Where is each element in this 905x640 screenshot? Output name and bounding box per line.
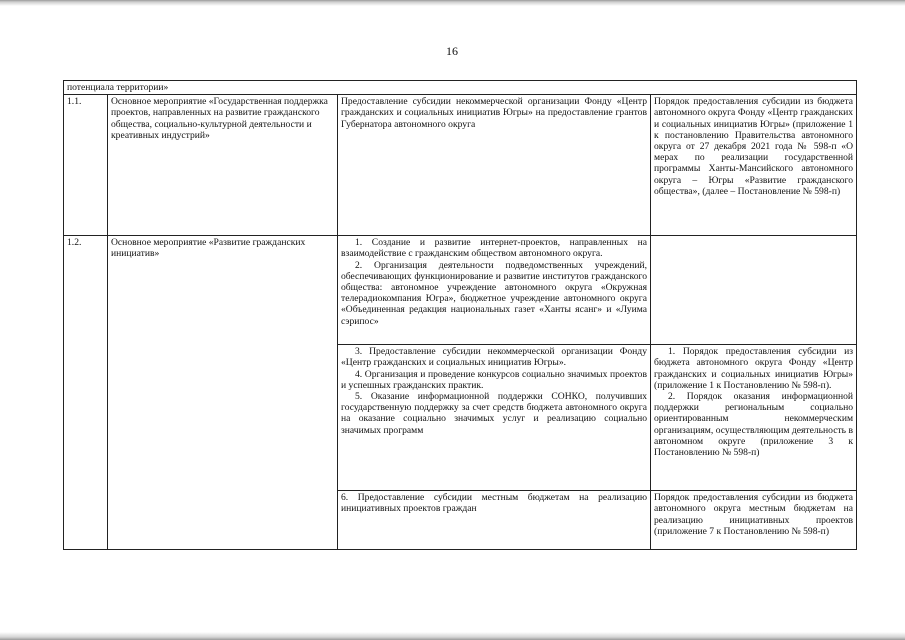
regulatory-document: Порядок предоставления субсидии из бюджета автономного округа местным бюджетам на реализацию инициативных проектов (приложение 7 к Постановлению № 598-п) <box>651 491 857 550</box>
empty-document-cell <box>651 236 857 345</box>
scan-edge-bottom <box>0 632 905 640</box>
list-item: 2. Организация деятельности подведомственных учреждений, обеспечивающих функционирование и развитие институтов гражданского общества: автономное учреждение автономного округа «Окружная телерадиокомпания Югра», бюджетное учреждение автономного округа «Объединенная редакция национальных газет «Ханты ясанг» и «Луима сэрипос» <box>341 259 647 327</box>
main-event-name: Основное мероприятие «Развитие гражданских инициатив» <box>108 236 338 550</box>
table-row <box>64 236 857 345</box>
list-item: 1. Создание и развитие интернет-проектов, направленных на взаимодействие с гражданским обществом автономного округа. <box>341 237 647 260</box>
event-description: Предоставление субсидии некоммерческой организации Фонду «Центр гражданских и социальных инициатив Югры» на предоставление грантов Губернатора автономного округа <box>338 95 651 236</box>
list-item: 6. Предоставление субсидии местным бюджетам на реализацию инициативных проектов граждан <box>341 492 647 515</box>
table-row <box>64 95 857 236</box>
table-row <box>64 81 857 95</box>
list-item: 3. Предоставление субсидии некоммерческой организации Фонду «Центр гражданских и социальных инициатив Югры». <box>341 346 647 369</box>
program-table <box>63 80 857 550</box>
page-number: 16 <box>446 44 458 58</box>
scan-edge-top <box>0 0 905 6</box>
list-item: 5. Оказание информационной поддержки СОНКО, получивших государственную поддержку за счет средств бюджета автономного округа на оказание социально значимых услуг и реализацию социально значимых программ <box>341 391 647 436</box>
event-description <box>338 345 651 491</box>
list-item: 1. Порядок предоставления субсидии из бюджета автономного округа Фонду «Центр гражданских и социальных инициатив Югры» (приложение 1 к Постановлению № 598-п). <box>654 346 854 391</box>
row-number: 1.2. <box>64 236 108 550</box>
main-event-name: Основное мероприятие «Государственная поддержка проектов, направленных на развитие гражданского общества, социально-культурной деятельности и креативных индустрий» <box>108 95 338 236</box>
event-description <box>338 491 651 550</box>
list-item: 2. Порядок оказания информационной поддержки региональным социально ориентированным некоммерческим организациям, осуществляющим деятельность в автономном округе (приложение 3 к Постановлению № 598-п) <box>654 391 854 459</box>
regulatory-document: Порядок предоставления субсидии из бюджета автономного округа Фонду «Центр гражданских и социальных инициатив Югры» (приложение 1 к постановлению Правительства автономного округа от 27 декабря 2021 года № 598-п «О мерах по реализации государственной программы Ханты-Мансийского автономного округа – Югры «Развитие гражданского общества», (далее – Постановление № 598-п) <box>651 95 857 236</box>
continuation-cell <box>64 81 857 95</box>
event-description <box>338 236 651 345</box>
regulatory-document <box>651 345 857 491</box>
continuation-text: потенциала территории» <box>67 82 169 93</box>
list-item: 4. Организация и проведение конкурсов социально значимых проектов и успешных гражданских практик. <box>341 368 647 391</box>
row-number: 1.1. <box>64 95 108 236</box>
